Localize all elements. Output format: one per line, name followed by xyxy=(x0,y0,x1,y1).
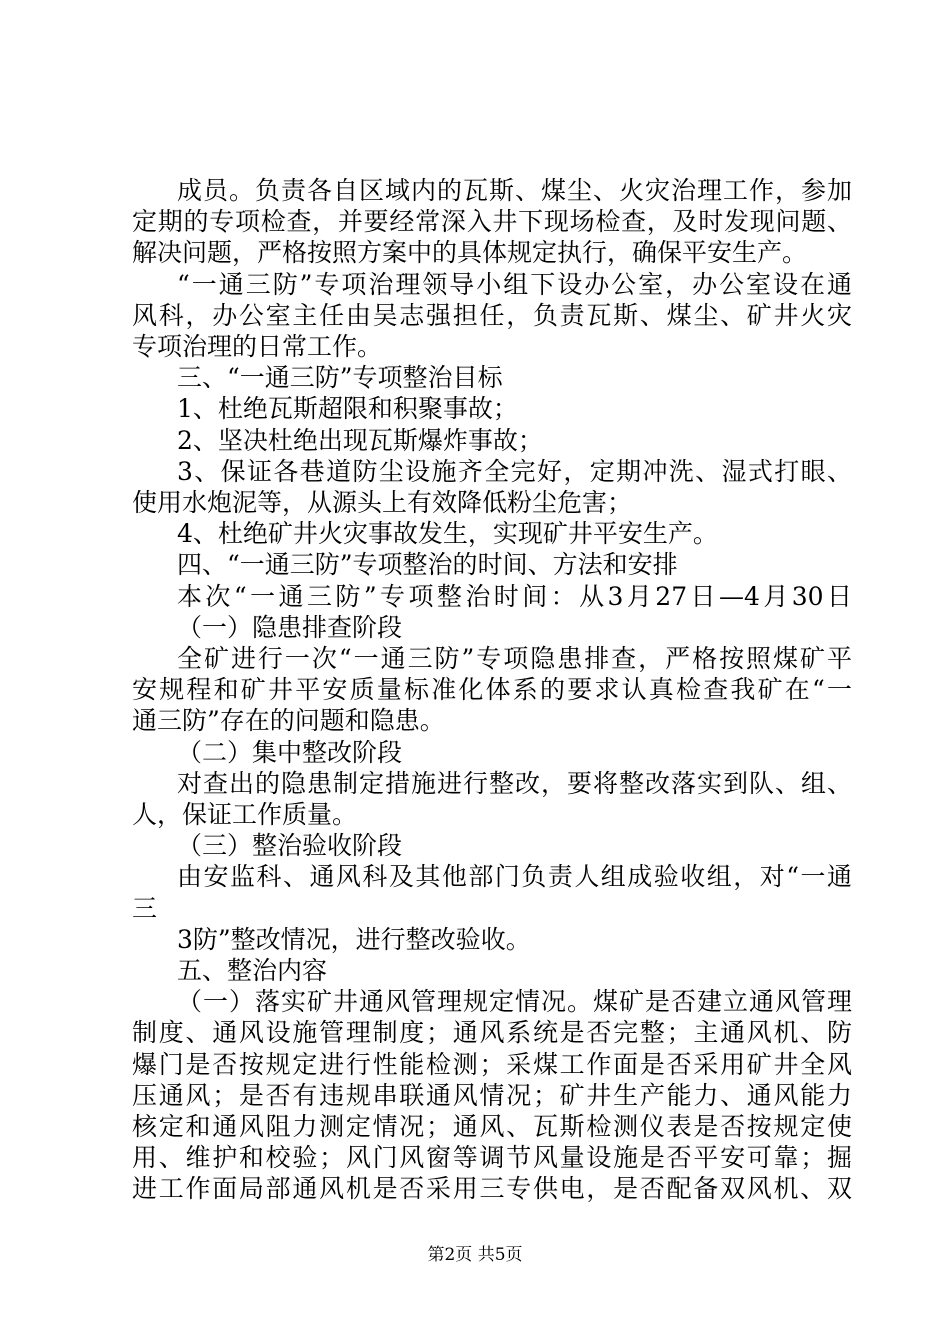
list-item: 3、保证各巷道防尘设施齐全完好，定期冲洗、湿式打眼、 xyxy=(177,456,852,486)
paragraph-line: 核定和通风阻力测定情况；通风、瓦斯检测仪表是否按规定使 xyxy=(132,1112,852,1141)
paragraph-line: 对查出的隐患制定措施进行整改，要将整改落实到队、组、 xyxy=(177,768,852,798)
paragraph-line: 全矿进行一次“一通三防”专项隐患排查，严格按照煤矿平 xyxy=(177,644,852,673)
paragraph-line: 通三防”存在的问题和隐患。 xyxy=(132,706,445,736)
subsection-heading: （二）集中整改阶段 xyxy=(177,737,403,767)
paragraph-line: 制度、通风设施管理制度；通风系统是否完整；主通风机、防 xyxy=(132,1018,852,1048)
paragraph-line: 用、维护和校验；风门风窗等调节风量设施是否平安可靠；掘 xyxy=(132,1143,852,1173)
paragraph-line: 三 xyxy=(132,893,158,923)
paragraph-line: （一）落实矿井通风管理规定情况。煤矿是否建立通风管理 xyxy=(177,987,852,1017)
paragraph-line: 压通风；是否有违规串联通风情况；矿井生产能力、通风能力 xyxy=(132,1080,852,1110)
list-item: 4、杜绝矿井火灾事故发生，实现矿井平安生产。 xyxy=(177,519,718,549)
paragraph-line: 专项治理的日常工作。 xyxy=(132,332,383,361)
paragraph-line: 本次“一通三防”专项整治时间：从3月27日—4月30日 xyxy=(177,581,852,611)
paragraph-line: 爆门是否按规定进行性能检测；采煤工作面是否采用矿井全风 xyxy=(132,1049,852,1079)
section-heading: 三、“一通三防”专项整治目标 xyxy=(177,363,503,393)
paragraph-line: 安规程和矿井平安质量标准化体系的要求认真检查我矿在“一 xyxy=(132,675,852,705)
paragraph-line: 3防”整改情况，进行整改验收。 xyxy=(177,924,531,954)
paragraph-line: 定期的专项检查，并要经常深入井下现场检查，及时发现问题、 xyxy=(132,207,852,237)
section-heading: 四、“一通三防”专项整治的时间、方法和安排 xyxy=(177,550,678,580)
paragraph-line: “一通三防”专项治理领导小组下设办公室，办公室设在通 xyxy=(177,269,852,299)
paragraph-line: 风科，办公室主任由吴志强担任，负责瓦斯、煤尘、矿井火灾 xyxy=(132,300,852,330)
paragraph-line: 成员。负责各自区域内的瓦斯、煤尘、火灾治理工作，参加 xyxy=(177,176,852,205)
paragraph-line: 使用水炮泥等，从源头上有效降低粉尘危害； xyxy=(132,488,633,517)
section-heading: 五、整治内容 xyxy=(177,956,328,985)
paragraph-line: 人，保证工作质量。 xyxy=(132,800,358,829)
subsection-heading: （一）隐患排查阶段 xyxy=(177,612,403,642)
paragraph-line: 由安监科、通风科及其他部门负责人组成验收组，对“一通 xyxy=(177,862,852,892)
subsection-heading: （三）整治验收阶段 xyxy=(177,831,403,861)
paragraph-line: 进工作面局部通风机是否采用三专供电，是否配备双风机、双 xyxy=(132,1174,852,1204)
list-item: 1、杜绝瓦斯超限和积聚事故； xyxy=(177,394,518,424)
list-item: 2、坚决杜绝出现瓦斯爆炸事故； xyxy=(177,425,543,455)
paragraph-line: 解决问题，严格按照方案中的具体规定执行，确保平安生产。 xyxy=(132,238,808,268)
page-footer: 第2页 共5页 xyxy=(427,1245,523,1265)
